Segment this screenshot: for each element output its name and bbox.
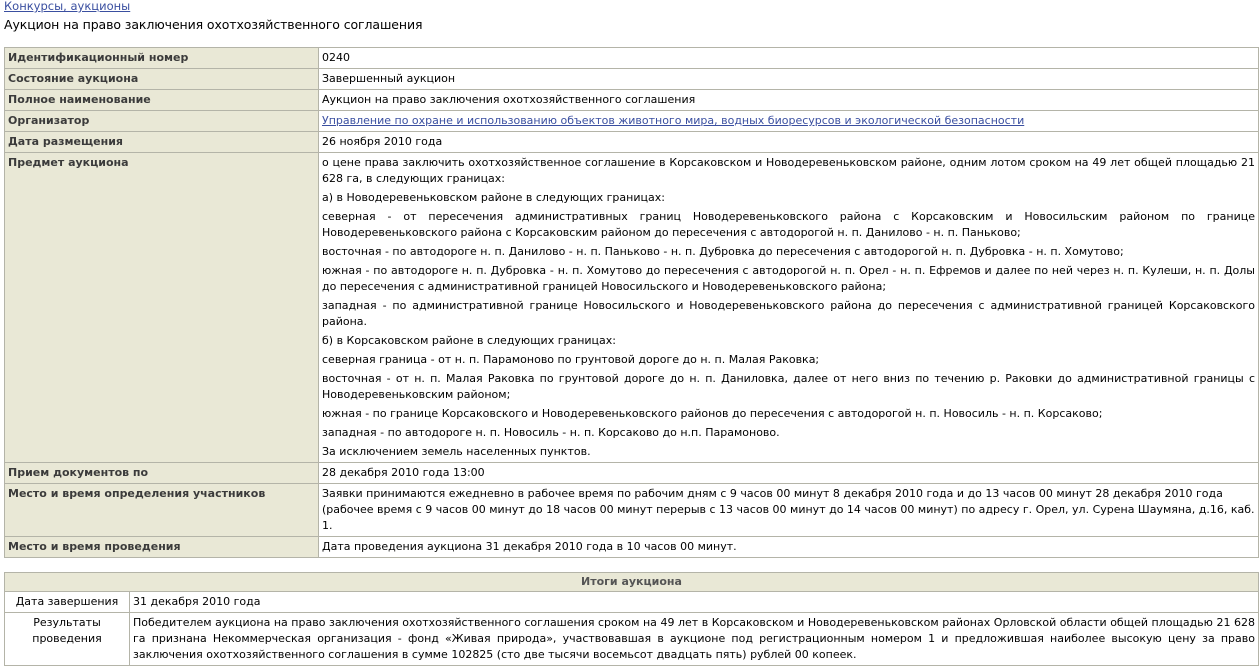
result-label: Результаты проведения	[5, 613, 130, 666]
table-row	[5, 613, 1259, 666]
breadcrumb-link[interactable]: Конкурсы, аукционы	[4, 0, 131, 13]
subject-paragraph: западная - по административной границе Новосильского и Новодеревеньковского района до пересечения с административной границей Корсаковского района.	[322, 299, 1255, 328]
table-row	[5, 153, 1259, 463]
participants-value: Заявки принимаются ежедневно в рабочее время по рабочим дням с 9 часов 00 минут 8 декабря 2010 года и до 13 часов 00 минут 28 декабря 2010 года (рабочее время с 9 часов 00 минут до 18 часов 00 минут перерыв с 13 часов 00 минут до 14 часов 00 минут) по адресу г. Орел, ул. Сурена Шаумяна, д.16, каб. 1.	[319, 484, 1259, 537]
venue-label: Место и время проведения	[5, 537, 319, 558]
table-row	[5, 69, 1259, 90]
auction-info-table	[4, 47, 1259, 558]
table-row	[5, 592, 1259, 613]
id-label: Идентификационный номер	[5, 48, 319, 69]
table-row	[5, 48, 1259, 69]
state-label: Состояние аукциона	[5, 69, 319, 90]
venue-value: Дата проведения аукциона 31 декабря 2010 года в 10 часов 00 минут.	[319, 537, 1259, 558]
organizer-label: Организатор	[5, 111, 319, 132]
subject-value	[319, 153, 1259, 463]
organizer-cell	[319, 111, 1259, 132]
table-header-row	[5, 573, 1259, 592]
subject-paragraph: восточная - по автодороге н. п. Данилово - н. п. Паньково - н. п. Дубровка до пересечения с автодорогой н. п. Дубровка - н. п. Хомутово;	[322, 245, 1124, 258]
fullname-value: Аукцион на право заключения охотхозяйственного соглашения	[319, 90, 1259, 111]
date-label: Дата размещения	[5, 132, 319, 153]
subject-paragraph: западная - по автодороге н. п. Новосиль - н. п. Корсаково до н.п. Парамоново.	[322, 426, 780, 439]
results-header: Итоги аукциона	[5, 573, 1259, 592]
subject-paragraph: За исключением земель населенных пунктов.	[322, 445, 591, 458]
subject-paragraph: о цене права заключить охотхозяйственное соглашение в Корсаковском и Новодеревеньковском районе, одним лотом сроком на 49 лет общей площадью 21 628 га, в следующих границах:	[322, 156, 1255, 185]
id-value: 0240	[319, 48, 1259, 69]
state-value: Завершенный аукцион	[319, 69, 1259, 90]
participants-label: Место и время определения участников	[5, 484, 319, 537]
subject-paragraph: б) в Корсаковском районе в следующих границах:	[322, 334, 616, 347]
subject-label: Предмет аукциона	[5, 153, 319, 463]
fullname-label: Полное наименование	[5, 90, 319, 111]
subject-paragraph: северная граница - от н. п. Парамоново по грунтовой дороге до н. п. Малая Раковка;	[322, 353, 820, 366]
docs-label: Прием документов по	[5, 463, 319, 484]
docs-value: 28 декабря 2010 года 13:00	[319, 463, 1259, 484]
subject-paragraph: восточная - от н. п. Малая Раковка по грунтовой дороге до н. п. Даниловка, далее от него вниз по течению р. Раковки до административной границы с Новодеревеньковским районом;	[322, 372, 1255, 401]
date-value: 26 ноября 2010 года	[319, 132, 1259, 153]
result-value: Победителем аукциона на право заключения охотхозяйственного соглашения сроком на 49 лет в Корсаковском и Новодеревеньковском районах Орловской области общей площадью 21 628 га признана Некоммерческая организация - фонд «Живая природа», участвовавшая в аукционе под регистрационным номером 1 и предложившая наиболее высокую цену за право заключения охотхозяйственного соглашения в сумме 102825 (сто две тысячи восемьсот двадцать пять) рублей 00 копеек.	[130, 613, 1259, 666]
table-row	[5, 90, 1259, 111]
subject-paragraph: южная - по автодороге н. п. Дубровка - н. п. Хомутово до пересечения с автодорогой н. п. Орел - н. п. Ефремов и далее по ней через н. п. Кулеши, н. п. Долы до пересечения с административной границей Новосильского и Новодеревеньковского района;	[322, 264, 1255, 293]
subject-paragraph: северная - от пересечения административных границ Новодеревеньковского района с Корсаковским и Новосильским районом по границе Новодеревеньковского района с Корсаковским районом до пересечения с автодорогой н. п. Данилово - н. п. Паньково;	[322, 210, 1255, 239]
page-title: Аукцион на право заключения охотхозяйственного соглашения	[4, 17, 423, 32]
table-row	[5, 537, 1259, 558]
table-row	[5, 463, 1259, 484]
subject-paragraph: а) в Новодеревеньковском районе в следующих границах:	[322, 191, 665, 204]
end-date-value: 31 декабря 2010 года	[130, 592, 1259, 613]
table-row	[5, 111, 1259, 132]
organizer-link[interactable]: Управление по охране и использованию объектов животного мира, водных биоресурсов и экологической безопасности	[322, 114, 1025, 127]
subject-paragraph: южная - по границе Корсаковского и Новодеревеньковского районов до пересечения с автодорогой н. п. Новосиль - н. п. Корсаково;	[322, 407, 1103, 420]
table-row	[5, 484, 1259, 537]
auction-results-table	[4, 572, 1259, 666]
end-date-label: Дата завершения	[5, 592, 130, 613]
table-row	[5, 132, 1259, 153]
